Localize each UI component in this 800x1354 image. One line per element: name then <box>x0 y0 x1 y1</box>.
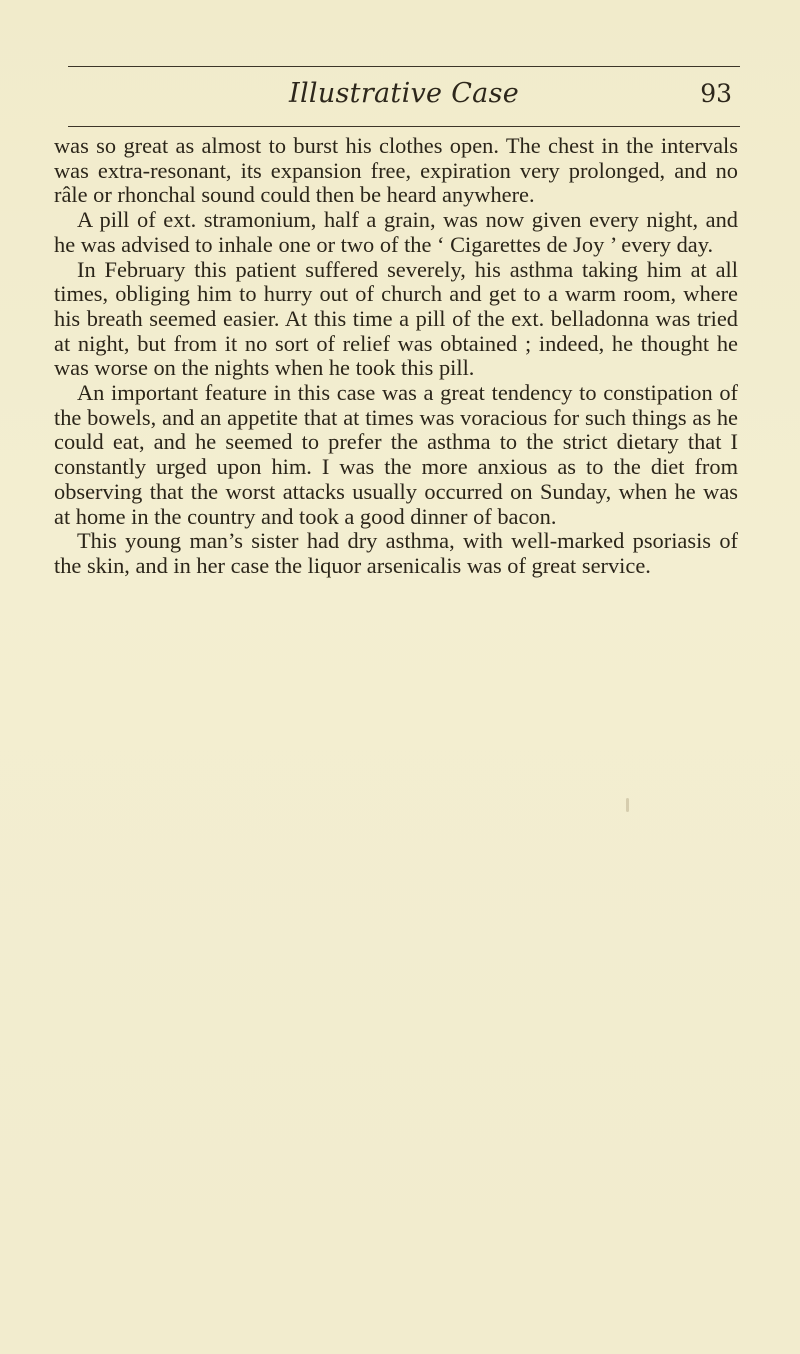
page-number: 93 <box>700 79 732 108</box>
top-rule <box>68 66 740 67</box>
body-text <box>54 134 738 579</box>
paper-speck <box>626 798 629 812</box>
header-rule <box>68 126 740 127</box>
paragraph: was so great as almost to burst his clothes open. The chest in the intervals was extra-resonant, its expansion free, expiration very prolonged, and no râle or rhonchal sound could then be heard anywhere. <box>54 133 738 208</box>
paragraph: In February this patient suffered severely, his asthma taking him at all times, obliging him to hurry out of church and get to a warm room, where his breath seemed easier. At this time a pill of the ext. belladonna was tried at night, but from it no sort of relief was obtained ; indeed, he thought he was worse on the nights when he took this pill. <box>54 256 738 381</box>
paragraph: An important feature in this case was a great tendency to constipation of the bowels, and an appetite that at times was voracious for such things as he could eat, and he seemed to prefer the asthma to the strict dietary that I constantly urged upon him. I was the more anxious as to the diet from observing that the worst attacks usually occurred on Sunday, when he was at home in the country and took a good dinner of bacon. <box>54 380 738 529</box>
paragraph: A pill of ext. stramonium, half a grain, was now given every night, and he was advised to inhale one or two of the ‘ Cigarettes de Joy ’ every day. <box>54 207 738 257</box>
running-header <box>68 74 740 118</box>
running-title: Illustrative Case <box>288 78 520 109</box>
paragraph: This young man’s sister had dry asthma, with well-marked psoriasis of the skin, and in her case the liquor arsenicalis was of great service. <box>54 528 738 578</box>
